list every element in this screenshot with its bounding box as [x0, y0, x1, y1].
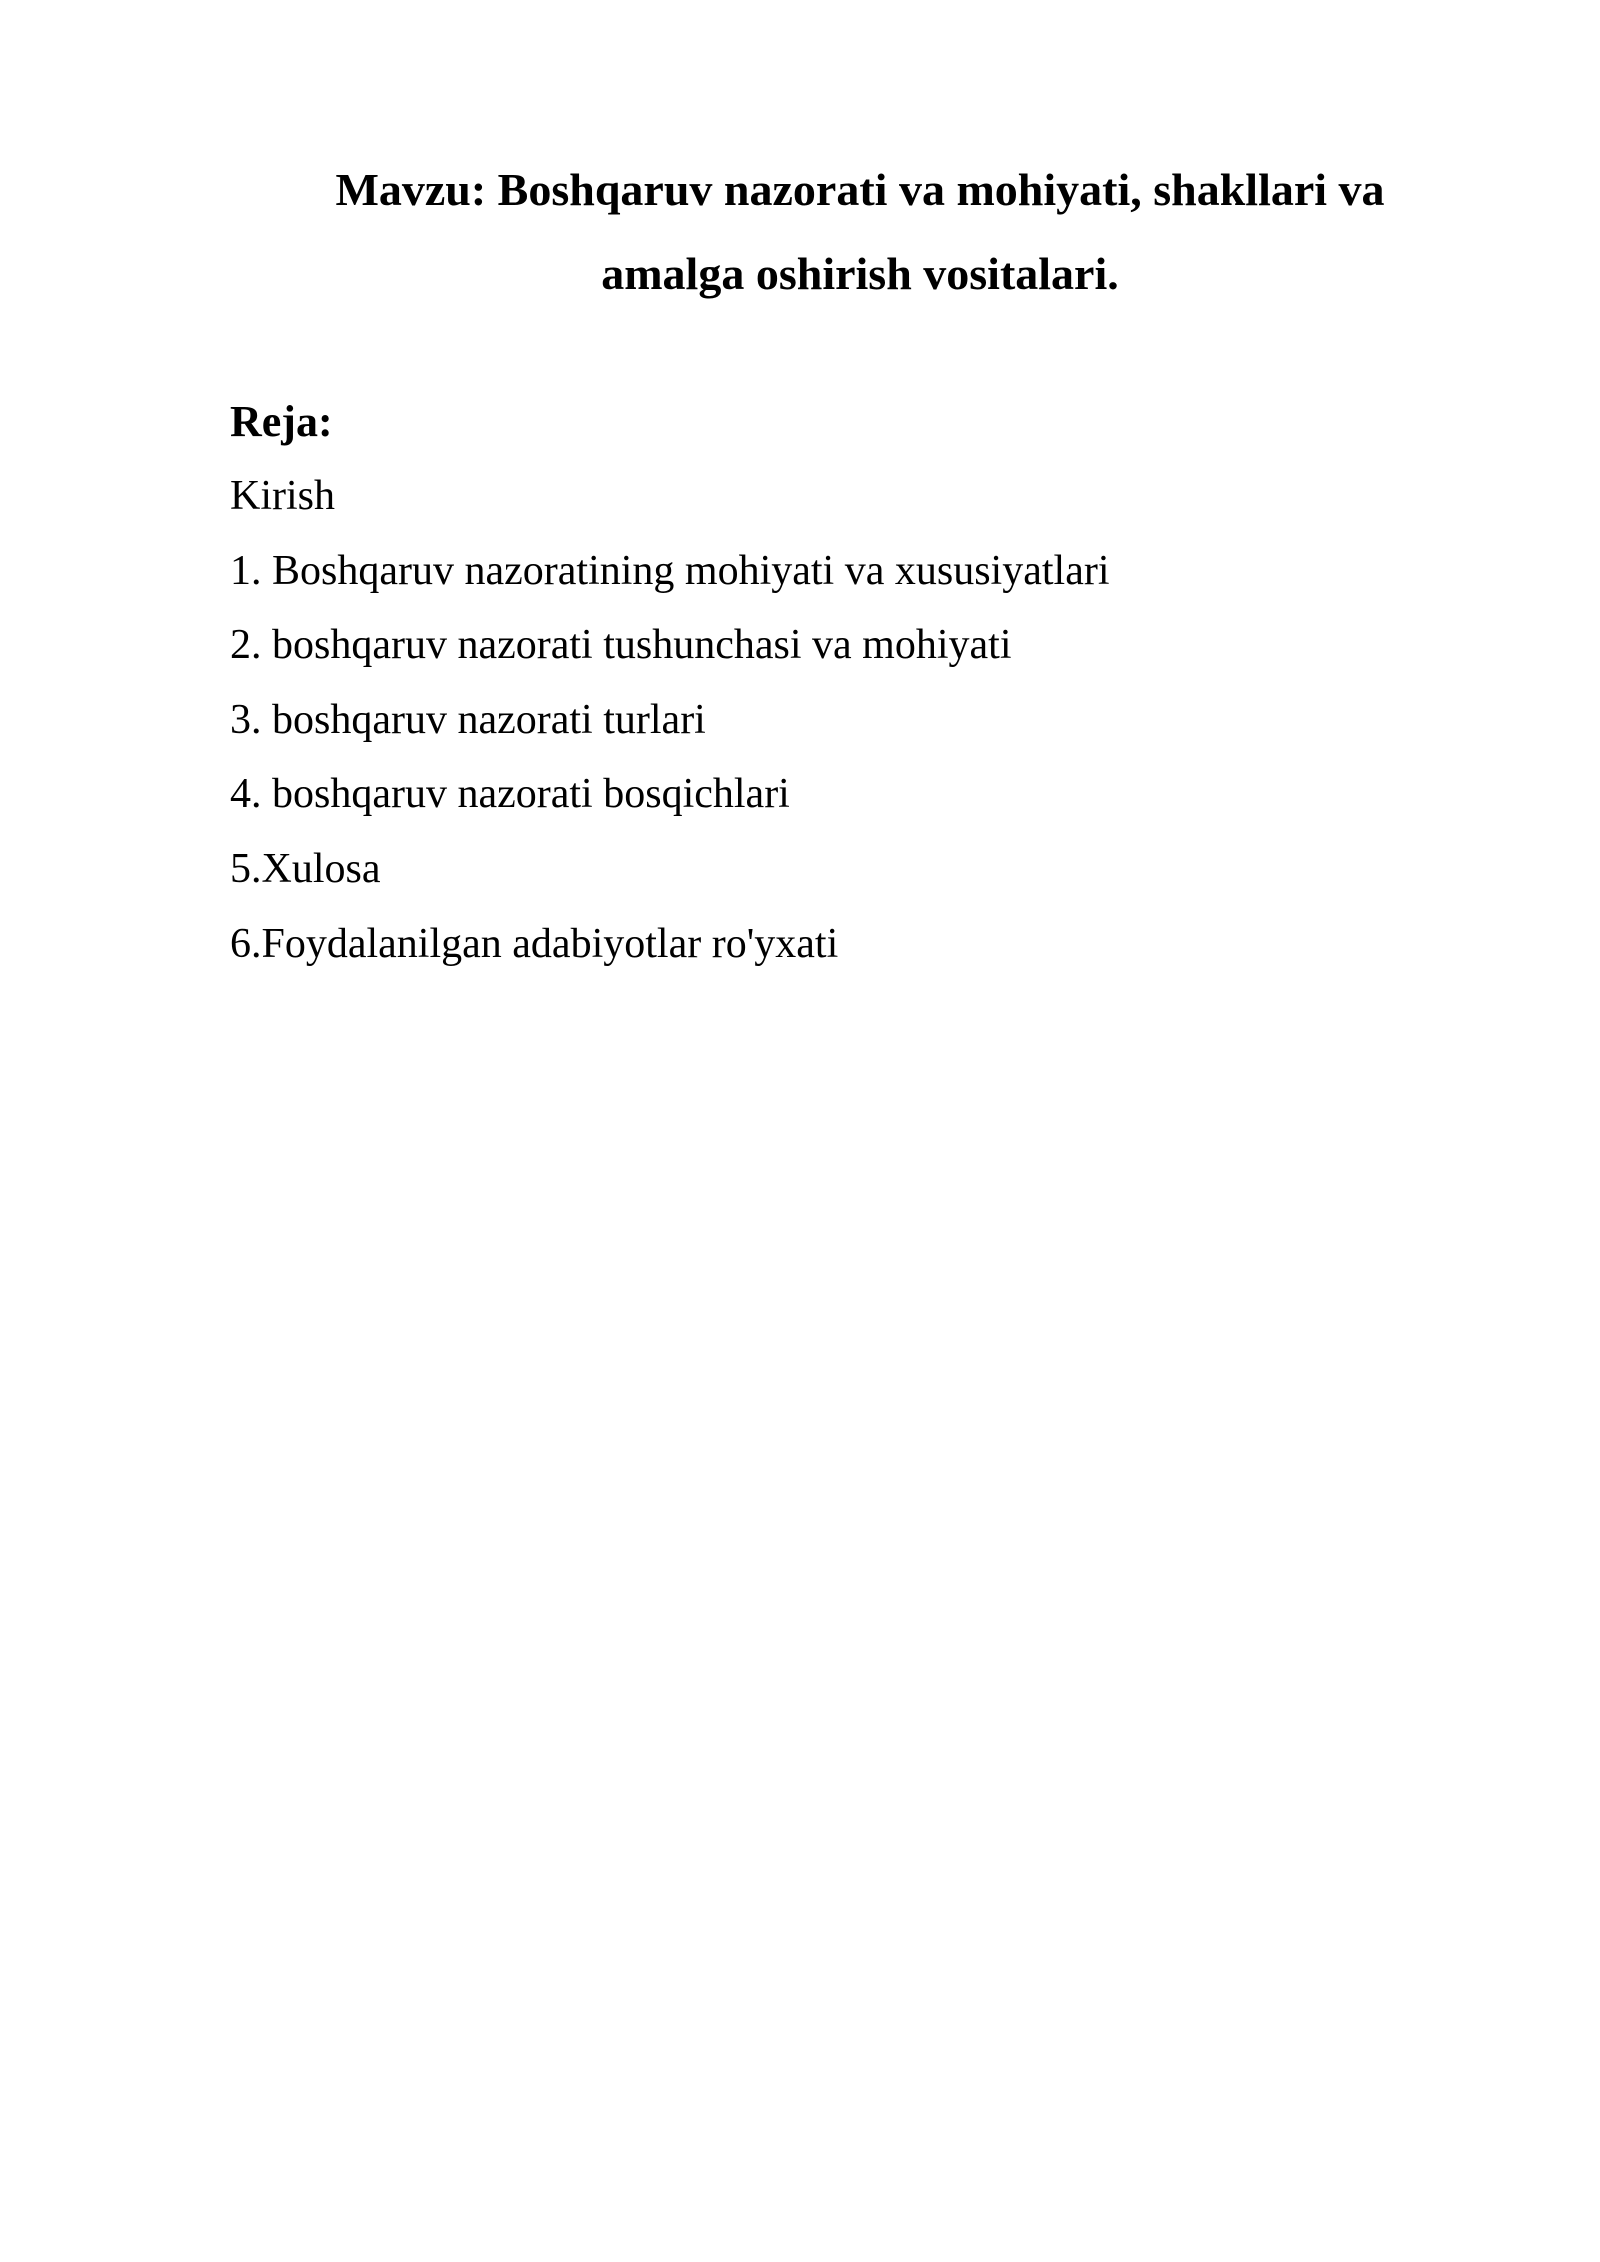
plan-item-introduction: Kirish [230, 473, 335, 519]
plan-list [230, 466, 1110, 988]
plan-item-4: 4. boshqaruv nazorati bosqichlari [230, 771, 790, 818]
plan-item-3: 3. boshqaruv nazorati turlari [230, 696, 706, 743]
plan-item-conclusion: 5.Xulosa [230, 845, 381, 892]
title-line-1: Mavzu: Boshqaruv nazorati va mohiyati, shakllari va [335, 164, 1385, 215]
plan-item-1: 1. Boshqaruv nazoratining mohiyati va xususiyatlari [230, 547, 1110, 594]
plan-heading: Reja: [230, 397, 333, 446]
plan-item-2: 2. boshqaruv nazorati tushunchasi va mohiyati [230, 622, 1012, 669]
plan-item-references: 6.Foydalanilgan adabiyotlar ro'yxati [230, 920, 839, 967]
title-line-2: amalga oshirish vositalari. [601, 248, 1119, 299]
page-title [230, 148, 1490, 316]
